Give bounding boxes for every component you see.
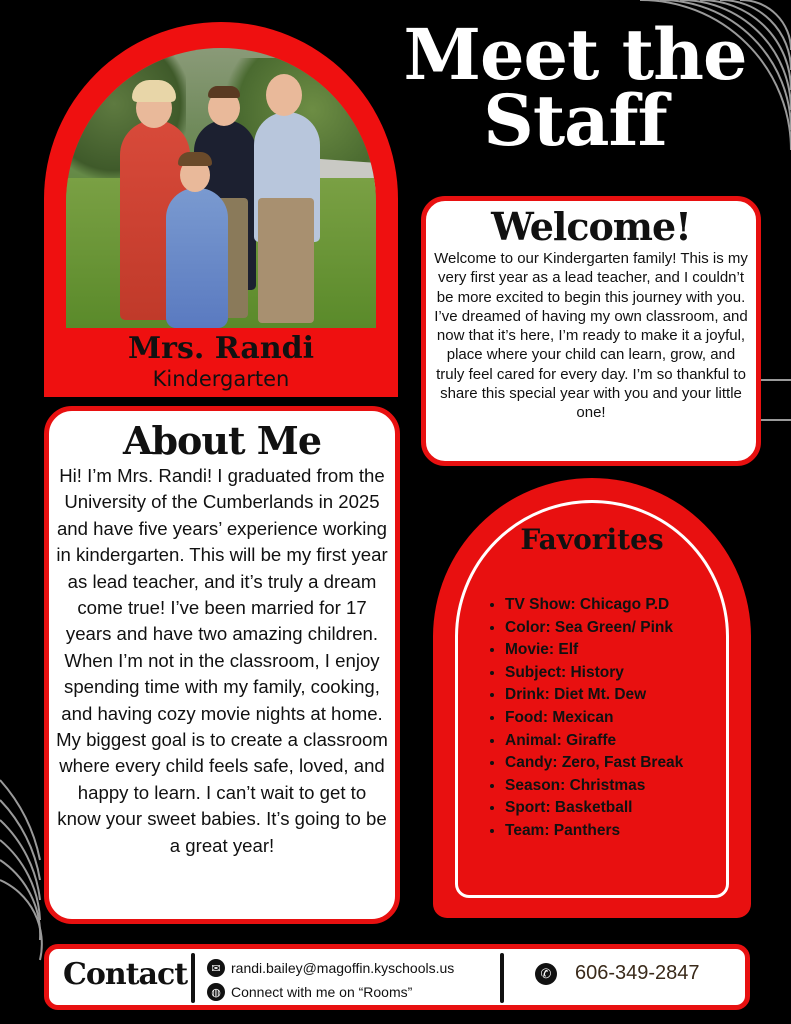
- rooms-text: Connect with me on “Rooms”: [231, 984, 413, 1000]
- email-text: randi.bailey@magoffin.kyschools.us: [231, 960, 455, 976]
- mail-icon: ✉: [207, 959, 225, 977]
- page-title: [395, 13, 755, 162]
- favorites-heading: Favorites: [520, 523, 664, 556]
- list-item: • Subject: History: [505, 662, 683, 685]
- about-heading: About Me: [122, 418, 322, 463]
- email-link[interactable]: [207, 959, 454, 977]
- divider: [191, 953, 195, 1003]
- teacher-grade: Kindergarten: [152, 367, 290, 391]
- list-item: • Season: Christmas: [505, 775, 683, 798]
- family-photo: [66, 48, 376, 328]
- list-item: • Sport: Basketball: [505, 797, 683, 820]
- globe-icon: ◍: [207, 983, 225, 1001]
- teacher-name: Mrs. Randi: [127, 331, 315, 366]
- favorites-card: [433, 478, 751, 918]
- teacher-name-block: [44, 332, 398, 392]
- title-line-1: Meet the: [403, 13, 747, 96]
- teacher-photo-card: [44, 22, 398, 397]
- list-item: • Candy: Zero, Fast Break: [505, 752, 683, 775]
- list-item: • Team: Panthers: [505, 820, 683, 843]
- about-text: Hi! I’m Mrs. Randi! I graduated from the University of the Cumberlands in 2025 and have five years’ experience working in kindergarten. This will be my first year as lead teacher, and it’s truly a dream come true! I’ve been married for 17 years and have two amazing children. When I’m not in the classroom, I enjoy spending time with my family, cooking, and having cozy movie nights at home. My biggest goal is to create a classroom where every child feels safe, loved, and happy to learn. I can’t wait to get to know your sweet babies. It’s going to be a great year!: [56, 465, 388, 856]
- phone-icon: ✆: [535, 963, 557, 985]
- favorites-list: [485, 594, 683, 843]
- welcome-text: Welcome to our Kindergarten family! This is my very first year as a lead teacher, and I couldn’t be more excited to begin this journey with you. I’ve dreamed of having my own classroom, and now that it’s here, I’m ready to make it a joyful, place where your child can learn, grow, and truly feel cared for every day. I’m so thankful to share this special year with you and your little one!: [434, 250, 748, 422]
- divider: [500, 953, 504, 1003]
- contact-label: Contact: [63, 957, 188, 992]
- list-item: • Drink: Diet Mt. Dew: [505, 684, 683, 707]
- list-item: • Animal: Giraffe: [505, 730, 683, 753]
- list-item: • Color: Sea Green/ Pink: [505, 617, 683, 640]
- welcome-heading: Welcome!: [491, 204, 691, 249]
- welcome-card: [421, 196, 761, 466]
- list-item: • TV Show: Chicago P.D: [505, 594, 683, 617]
- phone-link[interactable]: [535, 962, 700, 985]
- list-item: • Food: Mexican: [505, 707, 683, 730]
- phone-number: 606-349-2847: [575, 962, 700, 984]
- rooms-link[interactable]: [207, 983, 412, 1001]
- title-line-2: Staff: [483, 79, 667, 162]
- about-me-card: [44, 406, 400, 924]
- contact-bar: [44, 944, 750, 1010]
- list-item: • Movie: Elf: [505, 639, 683, 662]
